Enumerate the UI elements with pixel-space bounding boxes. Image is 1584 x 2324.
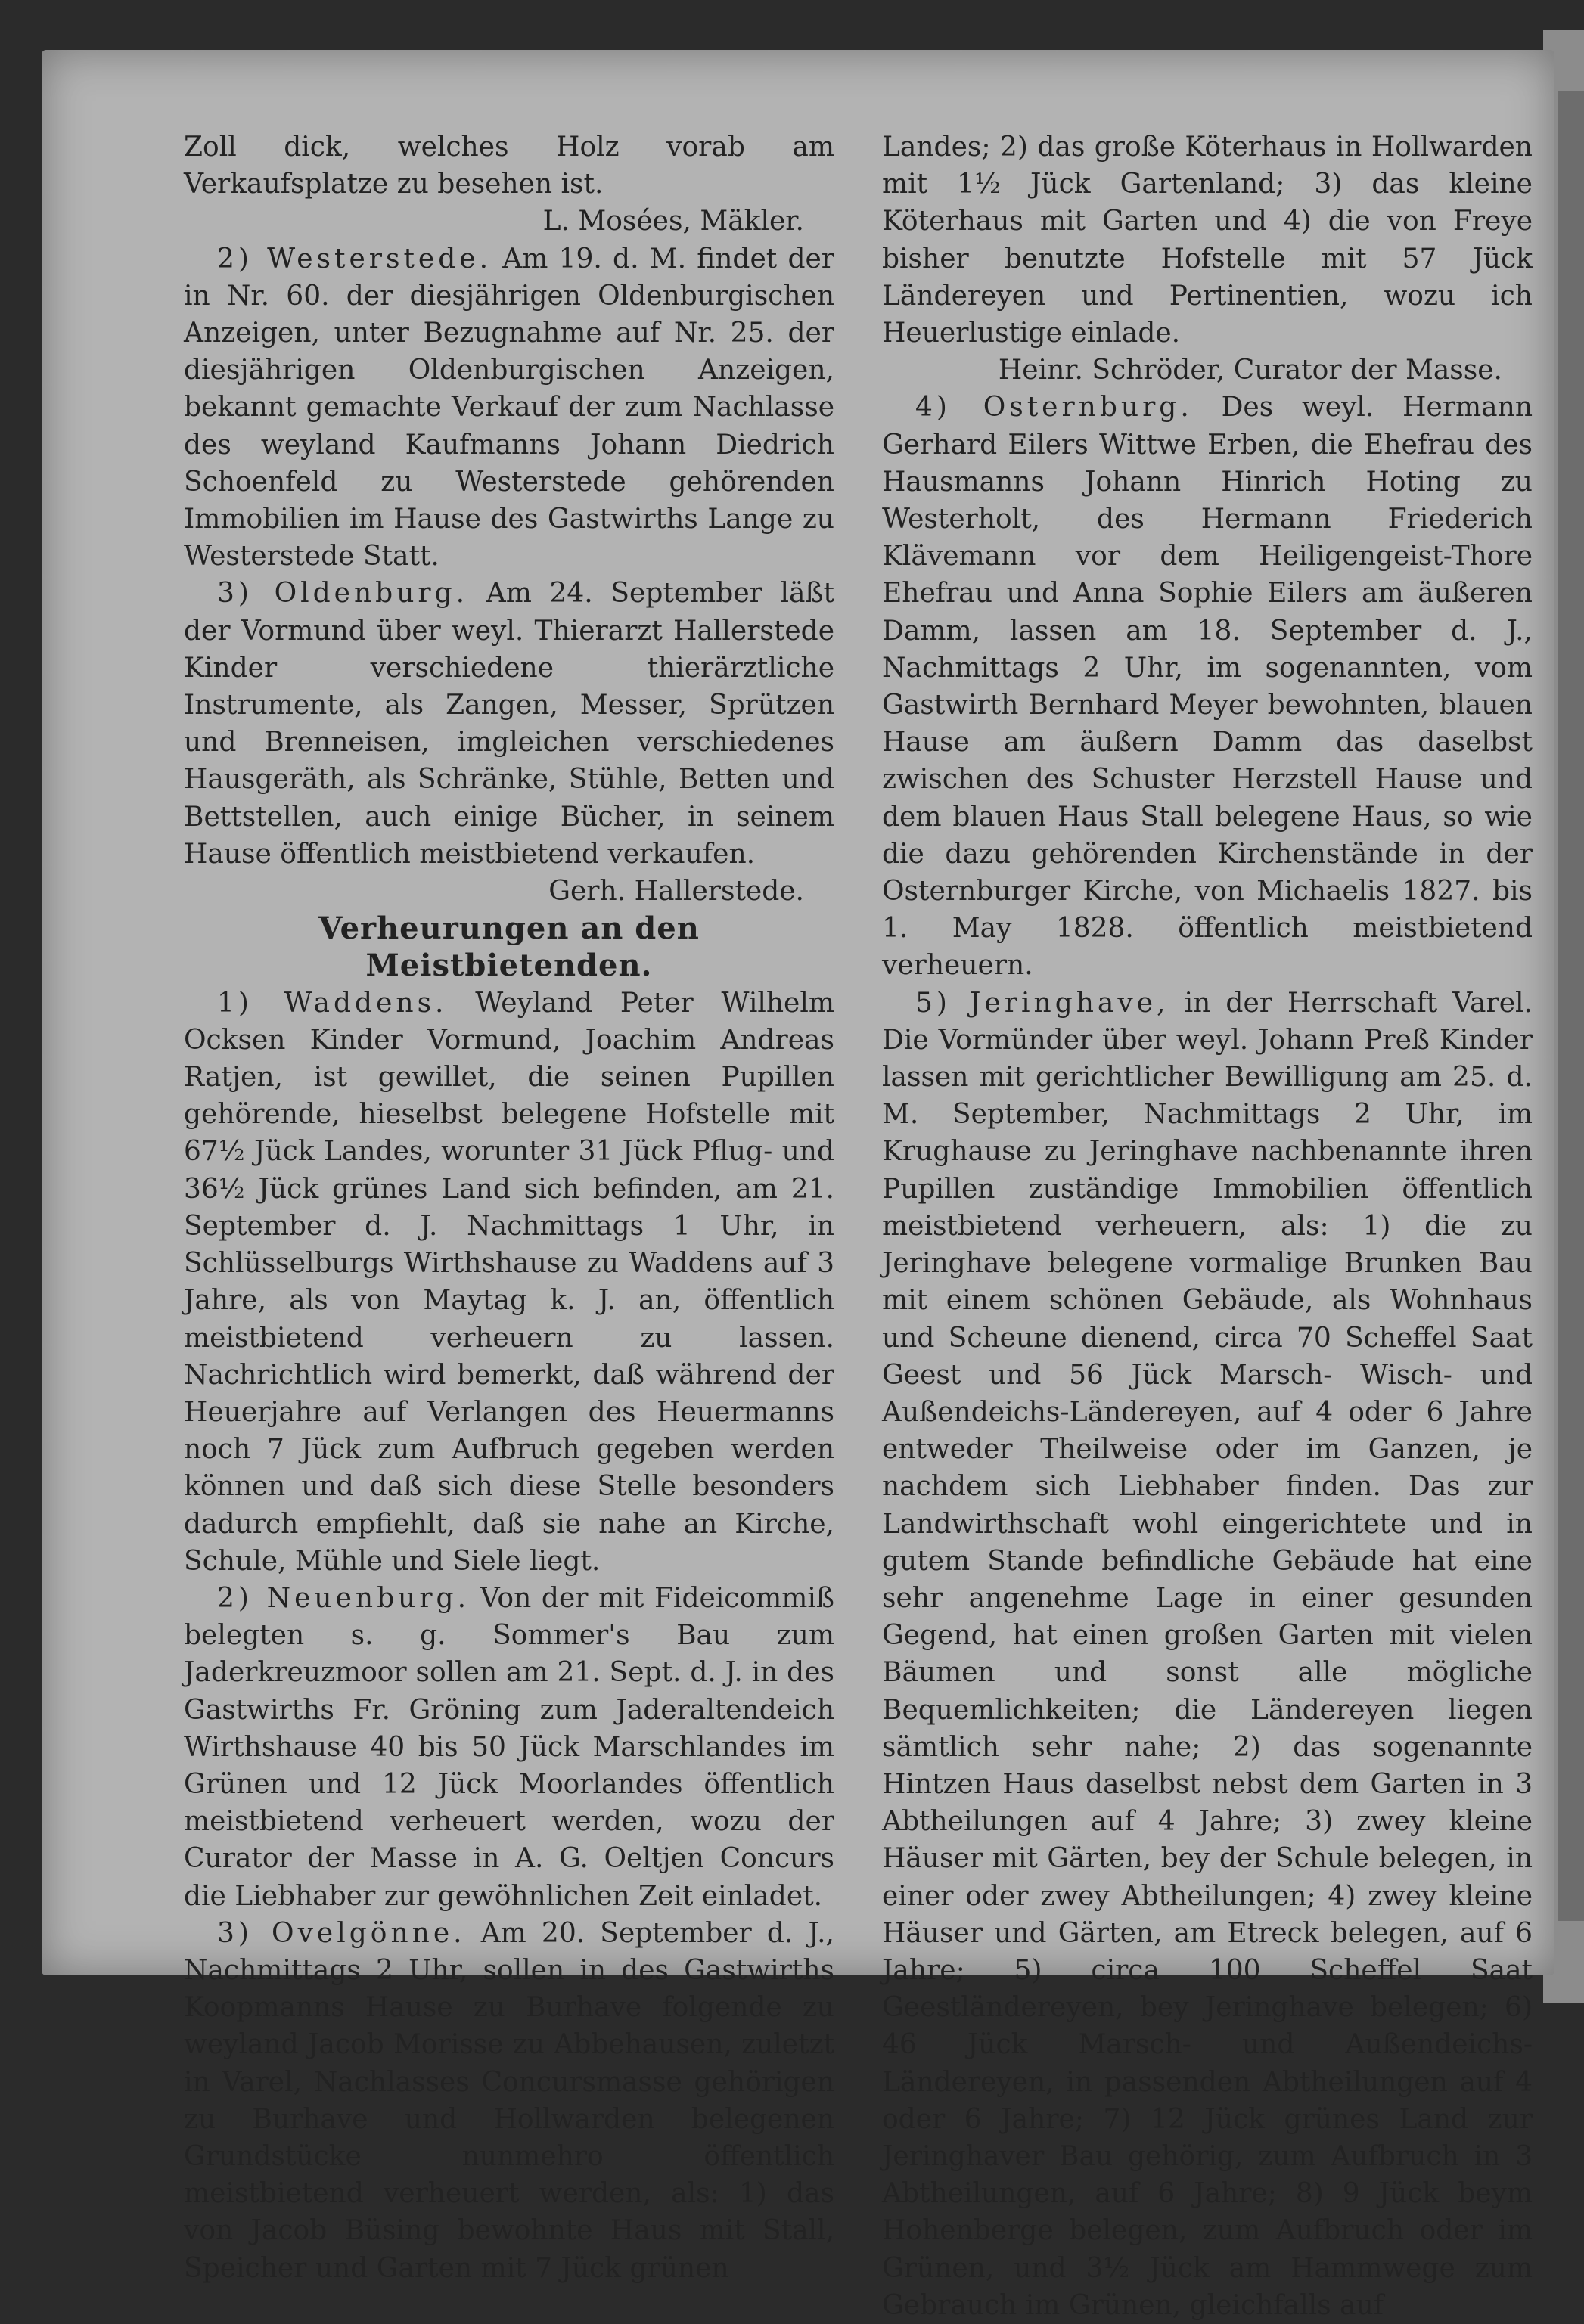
section-heading: Verheurungen an den Meistbietenden. (318, 911, 700, 984)
entry-place: 3) Ovelgönne. (217, 1917, 466, 1949)
notice-entry (184, 1915, 834, 2287)
notice-entry (184, 1580, 834, 1915)
entry-text: Am 24. September läßt der Vormund über weyl. Thierarzt Hallerstede Kinder verschiedene thierärztliche Instrumente, als Zangen, Messer, Sprützen und Brenneisen, imgleichen verschiedenes Hausgeräth, als Schränke, Stühle, Betten und Bettstellen, auch einige Bücher, in seinem Hause öffentlich meistbietend verkaufen. (184, 578, 834, 870)
left-column (184, 129, 834, 2287)
notice-entry (184, 985, 834, 1580)
entry-place: 2) Westerstede. (217, 243, 492, 275)
entry-place: 1) Waddens. (217, 987, 448, 1019)
signature-line: L. Mosées, Mäkler. (542, 206, 804, 237)
entry-text: Am 19. d. M. findet der in Nr. 60. der diesjährigen Oldenburgischen Anzeigen, unter Bezugnahme auf Nr. 25. der diesjährigen Oldenburgischen Anzeigen, bekannt gemachte Verkauf der zum Nachlasse des weyland Kaufmanns Johann Diedrich Schoenfeld zu Westerstede gehörenden Immobilien im Hause des Gastwirths Lange zu Westerstede Statt. (184, 243, 834, 572)
entry-place: 2) Neuenburg. (217, 1582, 471, 1614)
next-page-edge (1558, 91, 1584, 1921)
entry-text: Des weyl. Hermann Gerhard Eilers Wittwe Erben, die Ehefrau des Hausmanns Johann Hinrich Hoting zu Westerholt, des Hermann Friederich Klävemann vor dem Heiligengeist-Thore Ehefrau und Anna Sophie Eilers am äußeren Damm, lassen am 18. September d. J., Nachmittags 2 Uhr, im sogenannten, vom Gastwirth Bernhard Meyer bewohnten, blauen Hause am äußern Damm das daselbst zwischen des Schuster Herzstell Hause und dem blauen Haus Stall belegene Haus, so wie die dazu gehörenden Kirchenstände in der Osternburger Kirche, von Michaelis 1827. bis 1. May 1828. öffentlich meistbietend verheuern. (882, 392, 1533, 982)
entry-place: 4) Osternburg. (915, 392, 1193, 424)
entry-text: in der Herrschaft Varel. Die Vormünder über weyl. Johann Preß Kinder lassen mit gerichtlicher Bewilligung am 25. d. M. September, Nachmittags 2 Uhr, im Krughause zu Jeringhave nachbenannte ihren Pupillen zuständige Immobilien öffentlich meistbietend verheuern, als: 1) die zu Jeringhave belegene vormalige Brunken Bau mit einem schönen Gebäude, als Wohnhaus und Scheune dienend, circa 70 Scheffel Saat Geest und 56 Jück Marsch- Wisch- und Außendeichs-Ländereyen, auf 4 oder 6 Jahre entweder Theilweise oder im Ganzen, je nachdem sich Liebhaber finden. Das zur Landwirthschaft wohl eingerichtete und in gutem Stande befindliche Gebäude hat eine sehr angenehme Lage in einer gesunden Gegend, hat einen großen Garten mit vielen Bäumen und sonst alle mögliche Bequemlichkeiten; die Ländereyen liegen sämtlich sehr nahe; 2) das sogenannte Hintzen Haus daselbst nebst dem Garten in 3 Abtheilungen auf 4 Jahre; 3) zwey kleine Häuser mit Gärten, bey der Schule belegen, in einer oder zwey Abtheilungen; 4) zwey kleine Häuser und Gärten, am Etreck belegen, auf 6 Jahre; 5) circa 100 Scheffel Saat Geestländereyen, bey Jeringhave belegen; 6) 46 Jück Marsch- und Außendeichs-Ländereyen, in passenden Abtheilungen auf 4 oder 6 Jahre; 7) 12 Jück grünes Land zur Jeringhaver Bau gehörig, zum Aufbruch in 3 Abtheilungen, auf 6 Jahre; 8) 9 Jück beym Hohenberge belegen, zum Aufbruch oder im Grünen, und 3½ Jück am Hammwege zum Gebrauch im Grünen, gleichfalls auf (882, 987, 1533, 2321)
notice-entry (184, 575, 834, 873)
entry-place: 5) Jeringhave, (915, 987, 1169, 1019)
continuation-text: Zoll dick, welches Holz vorab am Verkaufsplatze zu besehen ist. (184, 132, 834, 200)
notice-entry (882, 985, 1533, 2324)
entry-text: Am 20. September d. J., Nachmittags 2 Uhr, sollen in des Gastwirths Koopmanns Hause zu Burhave folgende zu weyland Jacob Morisse zu Abbehausen, zuletzt in Varel, Nachlasses Concursmasse gehörigen zu Burhave und Hollwarden belegenen Grundstücke nunmehro öffentlich meistbietend verheuert werden, als: 1) das von Jacob Büsing bewohnte Haus mit Stall, Speicher und Garten mit 7 Jück grünen (184, 1917, 834, 2284)
continuation-text: Landes; 2) das große Köterhaus in Hollwarden mit 1½ Jück Gartenland; 3) das kleine Köterhaus mit Garten und 4) die von Freye bisher benutzte Hofstelle mit 57 Jück Ländereyen und Pertinentien, wozu ich Heuerlustige einlade. (882, 132, 1533, 349)
signature-line: Gerh. Hallerstede. (548, 876, 804, 908)
notice-entry (882, 389, 1533, 984)
right-column (882, 129, 1533, 2324)
notice-entry (184, 240, 834, 576)
entry-text: Weyland Peter Wilhelm Ocksen Kinder Vormund, Joachim Andreas Ratjen, ist gewillet, die seinen Pupillen gehörende, hieselbst belegene Hofstelle mit 67½ Jück Landes, worunter 31 Jück Pflug- und 36½ Jück grünes Land sich befinden, am 21. September d. J. Nachmittags 1 Uhr, in Schlüsselburgs Wirthshause zu Waddens auf 3 Jahre, als von Maytag k. J. an, öffentlich meistbietend verheuern zu lassen. Nachrichtlich wird bemerkt, daß während der Heuerjahre auf Verlangen des Heuermanns noch 7 Jück zum Aufbruch gegeben werden können und daß sich diese Stelle besonders dadurch empfiehlt, daß sie nahe an Kirche, Schule, Mühle und Siele liegt. (184, 987, 834, 1577)
signature-line: Heinr. Schröder, Curator der Masse. (998, 355, 1502, 386)
entry-text: Von der mit Fideicommiß belegten s. g. Sommer's Bau zum Jaderkreuzmoor sollen am 21. Sept. d. J. in des Gastwirths Fr. Gröning zum Jaderaltendeich Wirthshause 40 bis 50 Jück Marschlandes im Grünen und 12 Jück Moorlandes öffentlich meistbietend verheuert werden, wozu der Curator der Masse in A. G. Oeltjen Concurs die Liebhaber zur gewöhnlichen Zeit einladet. (184, 1582, 834, 1912)
entry-place: 3) Oldenburg. (217, 578, 469, 610)
